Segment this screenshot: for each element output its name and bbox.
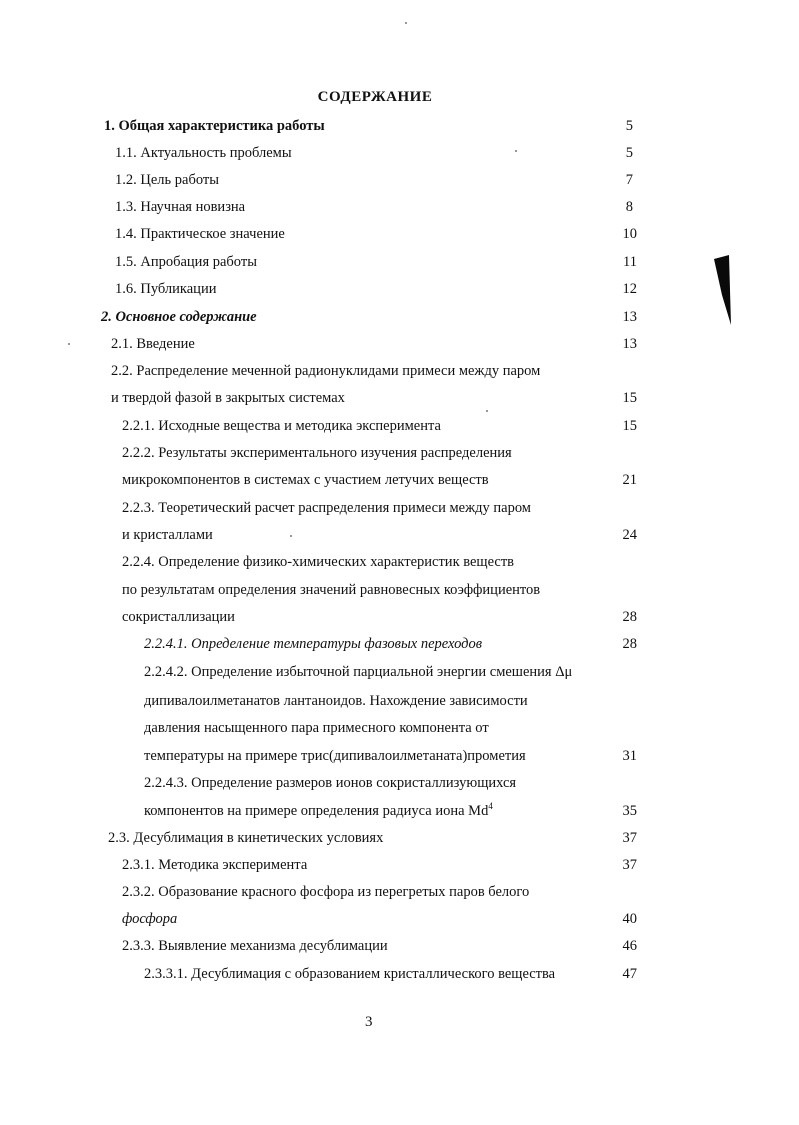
toc-entry: давления насыщенного пара примесного компонента от (144, 720, 489, 736)
scan-speck (405, 22, 407, 24)
toc-page-number: 11 (623, 254, 637, 270)
toc-page-number: 7 (625, 172, 633, 188)
toc-entry: температуры на примере трис(дипивалоилметаната)прометия (144, 748, 526, 764)
toc-entry: 2.2.4.2. Определение избыточной парциальной энергии смешения Δμ (144, 664, 573, 680)
toc-entry: 2.1. Введение (111, 336, 195, 352)
toc-entry: 2.2.3. Теоретический расчет распределения примеси между паром (122, 500, 531, 516)
toc-page-number: 31 (622, 748, 637, 764)
toc-page-number: 15 (622, 418, 637, 434)
scan-speck (486, 410, 488, 412)
toc-page-number: 5 (625, 145, 633, 161)
toc-entry: 2.3.2. Образование красного фосфора из перегретых паров белого (122, 884, 530, 900)
toc-page-number: 24 (622, 527, 637, 543)
toc-entry: 2.2. Распределение меченной радионуклидами примеси между паром (111, 363, 541, 379)
toc-entry: 2.3. Десублимация в кинетических условиях (108, 830, 384, 846)
toc-page-number: 40 (622, 911, 637, 927)
toc-page-number: 37 (622, 857, 637, 873)
toc-entry: 2.3.3. Выявление механизма десублимации (122, 938, 388, 954)
toc-page-number: 10 (622, 226, 637, 242)
toc-page-number: 21 (622, 472, 637, 488)
toc-entry: 2.2.1. Исходные вещества и методика эксперимента (122, 418, 441, 434)
toc-entry: 2.2.4. Определение физико-химических характеристик веществ (122, 554, 515, 570)
toc-entry: 1.2. Цель работы (115, 172, 219, 188)
toc-page-number: 5 (625, 118, 633, 134)
toc-entry (144, 801, 493, 821)
toc-entry: 1. Общая характеристика работы (104, 118, 325, 134)
toc-entry: 2.3.3.1. Десублимация с образованием кристаллического вещества (144, 966, 556, 982)
toc-entry: 2.3.1. Методика эксперимента (122, 857, 308, 873)
toc-entry: сокристаллизации (122, 609, 235, 625)
toc-entry-text: компонентов на примере определения радиуса иона Md (144, 803, 489, 819)
toc-page-number: 15 (622, 390, 637, 406)
toc-entry: фосфора (122, 911, 178, 927)
toc-entry: 2. Основное содержание (101, 309, 257, 325)
toc-entry: и кристаллами (122, 527, 213, 543)
toc-entry: 1.6. Публикации (115, 281, 217, 297)
toc-entry: микрокомпонентов в системах с участием летучих веществ (122, 472, 489, 488)
toc-page-number: 12 (622, 281, 637, 297)
toc-entry: 1.5. Апробация работы (115, 254, 257, 270)
toc-entry: 1.1. Актуальность проблемы (115, 145, 292, 161)
toc-page-number: 37 (622, 830, 637, 846)
toc-entry: дипивалоилметанатов лантаноидов. Нахождение зависимости (144, 693, 528, 709)
toc-page-number: 35 (622, 803, 637, 819)
toc-page-number: 13 (622, 309, 637, 325)
scan-speck (515, 150, 517, 152)
toc-entry: 1.4. Практическое значение (115, 226, 285, 242)
scan-artifact (712, 255, 732, 325)
toc-entry: 2.2.4.1. Определение температуры фазовых переходов (144, 636, 483, 652)
superscript-charge: 4 (488, 801, 493, 812)
toc-page-number: 8 (625, 199, 633, 215)
toc-entry: и твердой фазой в закрытых системах (111, 390, 345, 406)
toc-entry: 1.3. Научная новизна (115, 199, 246, 215)
toc-page-number: 28 (622, 609, 637, 625)
toc-entry: 2.2.2. Результаты экспериментального изучения распределения (122, 445, 512, 461)
toc-entry: 2.2.4.3. Определение размеров ионов сокристаллизующихся (144, 775, 517, 791)
page-number: 3 (365, 1014, 373, 1030)
scan-speck (68, 343, 70, 345)
scan-speck (290, 535, 292, 537)
toc-page-number: 46 (622, 938, 637, 954)
page-title: СОДЕРЖАНИЕ (317, 89, 433, 105)
toc-page-number: 47 (622, 966, 637, 982)
toc-page-number: 13 (622, 336, 637, 352)
toc-entry: по результатам определения значений равновесных коэффициентов (122, 582, 541, 598)
toc-page-number: 28 (622, 636, 637, 652)
